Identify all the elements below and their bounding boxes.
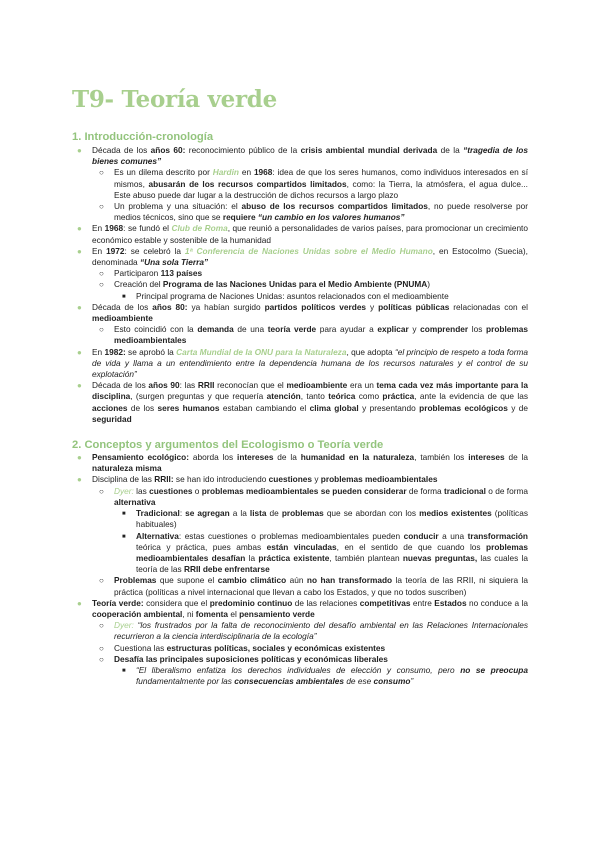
circle-bullet-icon: ○ xyxy=(99,269,104,279)
bullet-icon: ● xyxy=(77,246,82,256)
circle-bullet-icon: ○ xyxy=(99,621,104,631)
section-heading-intro: 1. Introducción-cronología xyxy=(72,131,214,143)
document-page xyxy=(72,86,528,687)
list-item: ○ Dyer: las cuestiones o problemas medioambientales se pueden considerar de forma tradicional o de forma alternativa xyxy=(99,485,529,507)
list-item: ● Pensamiento ecológico: aborda los intereses de la humanidad en la naturaleza, también los intereses de la naturaleza misma xyxy=(77,452,529,474)
list-item: ● Década de los años 90: las RRII reconocían que el medioambiente era un tema cada vez más importante para la disciplina, (surgen preguntas y que requería atención, tanto teórica como práctica, ante la evidencia de que las acciones de los seres humanos estaban cambiando el clima global y presentando problemas ecológicos y de seguridad xyxy=(77,380,529,424)
circle-bullet-icon: ○ xyxy=(99,576,104,586)
bullet-icon: ● xyxy=(77,453,82,463)
circle-bullet-icon: ○ xyxy=(99,202,104,212)
circle-bullet-icon: ○ xyxy=(99,654,104,664)
list-item: ○ Esto coincidió con la demanda de una teoría verde para ayudar a explicar y comprender los problemas medioambientales xyxy=(99,324,528,346)
circle-bullet-icon: ○ xyxy=(99,168,104,178)
bullet-icon: ● xyxy=(77,598,82,608)
list-item: ○ Creación del Programa de las Naciones Unidas para el Medio Ambiente (PNUMA) xyxy=(99,279,430,290)
bullet-icon: ● xyxy=(77,302,82,312)
square-bullet-icon: ■ xyxy=(122,511,126,518)
list-item: ■ “El liberalismo enfatiza los derechos individuales de elección y consumo, pero no se preocupa fundamentalmente por las consecuencias ambientales de ese consumo” xyxy=(122,664,528,687)
list-item: ● Década de los años 60: reconocimiento público de la crisis ambiental mundial derivada de la “tragedia de los bienes comunes” xyxy=(77,145,528,167)
list-item: ○ Dyer: “los frustrados por la falta de reconocimiento del desafío ambiental en las Relaciones Internacionales recurrieron a la ciencia interdisciplinaria de la ecología” xyxy=(99,620,528,642)
list-item: ● En 1968: se fundó el Club de Roma, que reunió a personalidades de varios países, para promocionar un crecimiento económico estable y sostenible de la humanidad xyxy=(77,223,528,245)
list-item: ● Teoría verde: considera que el predominio continuo de las relaciones competitivas entre Estados no conduce a la cooperación ambiental, ni fomenta el pensamiento verde xyxy=(77,597,528,619)
list-item: ○ Desafía las principales suposiciones políticas y económicas liberales xyxy=(99,653,388,664)
list-item: ● Década de los años 80: ya habían surgido partidos políticos verdes y políticas públicas relacionadas con el medioambiente xyxy=(77,301,528,324)
list-item: ■ Principal programa de Naciones Unidas: asuntos relacionados con el medioambiente xyxy=(72,291,528,302)
bullet-icon: ● xyxy=(77,347,82,357)
list-item: ● En 1982: se aprobó la Carta Mundial de la ONU para la Naturaleza, que adopta “el principio de respeto a toda forma de vida y llama a un entendimiento entre la dependencia humana de los recursos naturales y el control de su explotación” xyxy=(77,346,528,380)
bullet-icon: ● xyxy=(77,381,82,391)
list-item: ■ Tradicional: se agregan a la lista de problemas que se abordan con los medios existentes (políticas habituales) xyxy=(122,508,528,530)
circle-bullet-icon: ○ xyxy=(99,325,104,335)
square-bullet-icon: ■ xyxy=(122,293,126,300)
bullet-icon: ● xyxy=(77,224,82,234)
circle-bullet-icon: ○ xyxy=(99,280,104,290)
circle-bullet-icon: ○ xyxy=(99,486,104,496)
list-item: ○ Participaron 113 países xyxy=(99,268,203,279)
list-item: ■ Alternativa: estas cuestiones o problemas medioambientales pueden conducir a una transformación teórica y práctica, pues ambas están vinculadas, en el sentido de que cuando los problemas medioambientales desafían la práctica existente, también plantean nuevas preguntas, las cuales la teoría de las RRII debe enfrentarse xyxy=(122,530,529,575)
section-heading-concepts: 2. Conceptos y argumentos del Ecologismo o Teoría verde xyxy=(72,439,384,452)
bullet-icon: ● xyxy=(77,475,82,485)
bullet-icon: ● xyxy=(77,146,82,155)
circle-bullet-icon: ○ xyxy=(99,643,104,653)
list-item: ○ Cuestiona las estructuras políticas, sociales y económicas existentes xyxy=(99,642,386,653)
square-bullet-icon: ■ xyxy=(122,667,126,674)
list-item: ● En 1972: se celebró la 1ª Conferencia de Naciones Unidas sobre el Medio Humano, en Estocolmo (Suecia), denominada “Una sola Tierra” xyxy=(77,245,528,268)
list-item: ○ Es un dilema descrito por Hardin en 1968: idea de que los seres humanos, como individuos interesados en sí mismos, abusarán de los recursos compartidos limitados, como: la Tierra, la atmósfera, el agua dulce... Este abuso puede dar lugar a la destrucción de dichos recursos a largo plazo xyxy=(99,167,529,200)
page-title: T9- Teoría verde xyxy=(72,86,277,113)
list-item: ○ Problemas que supone el cambio climático aún no han transformado la teoría de las RRII, ni siquiera la práctica (políticas a nivel internacional que llevan a cabo los Estados, y que no todos suscriben) xyxy=(99,575,528,597)
list-item: ○ Un problema y una situación: el abuso de los recursos compartidos limitados, no puede resolverse por medios técnicos, sino que se requiere “un cambio en los valores humanos” xyxy=(99,201,529,223)
square-bullet-icon: ■ xyxy=(122,533,126,540)
list-item: ● Disciplina de las RRII: se han ido introduciendo cuestiones y problemas medioambientales xyxy=(77,474,438,485)
